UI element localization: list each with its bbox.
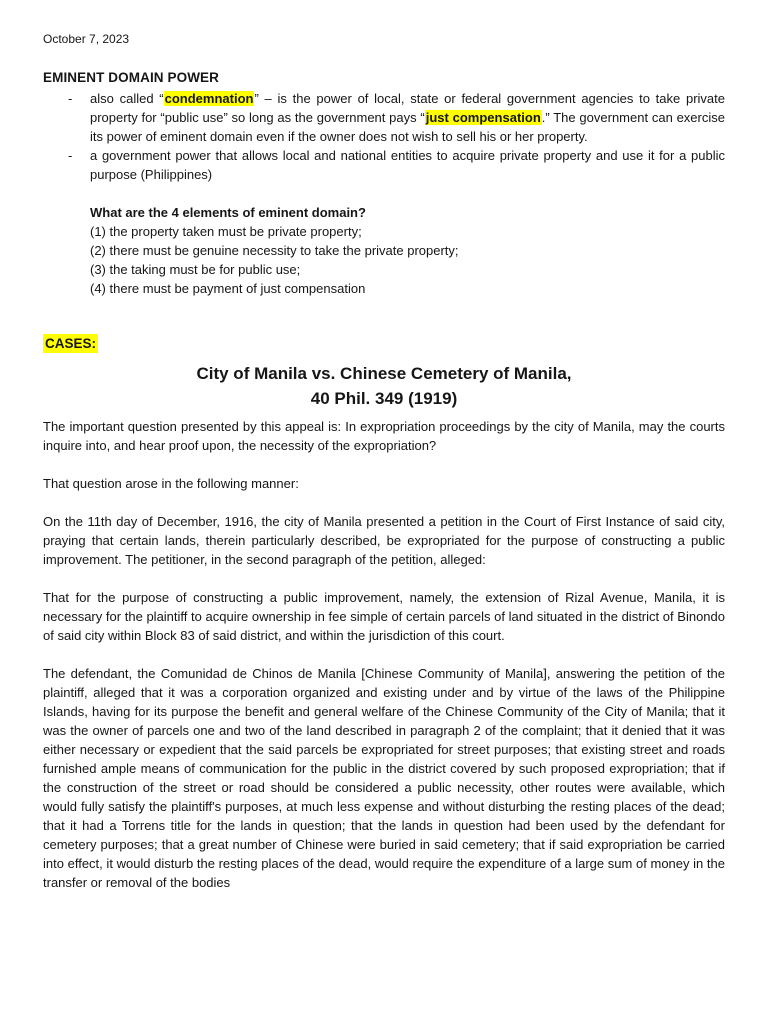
paragraph: That for the purpose of constructing a public improvement, namely, the extension of Rizal Avenue, Manila, it is necessary for the plaintiff to acquire ownership in fee simple of certain parcels of land situated in the district of Binondo of said city within Block 83 of said district, and within the jurisdiction of this court. — [43, 590, 725, 643]
bullet-text — [90, 146, 725, 184]
bullet-segment: also called “ — [90, 91, 164, 106]
elements-question: What are the 4 elements of eminent domain? — [90, 205, 366, 220]
case-citation: 40 Phil. 349 (1919) — [310, 389, 458, 408]
element-item: (1) the property taken must be private property; — [90, 224, 362, 239]
bullet-item — [68, 146, 725, 184]
paragraph: The defendant, the Comunidad de Chinos de Manila [Chinese Community of Manila], answering the petition of the plaintiff, alleged that it was a corporation organized and existing under and by virtue of the laws of the Philippine Islands, having for its purpose the benefit and general welfare of the Chinese Community of the City of Manila; that it was the owner of parcels one and two of the land described in paragraph 2 of the complaint; that it denied that it was either necessary or expedient that the said parcels be expropriated for street purposes; that existing street and roads furnished ample means of communication for the public in the district covered by such proposed expropriation; that if the construction of the street or road should be considered a public necessity, other routes were available, which would fully satisfy the plaintiff's purposes, at much less expense and without disturbing the resting places of the dead; that it had a Torrens title for the lands in question; that the lands in question had been used by the defendant for cemetery purposes; that a great number of Chinese were buried in said cemetery; that if said expropriation be carried into effect, it would disturb the resting places of the dead, would require the expenditure of a large sum of money in the transfer or removal of the bodies — [43, 666, 725, 890]
paragraph: The important question presented by this appeal is: In expropriation proceedings by the city of Manila, may the courts inquire into, and hear proof upon, the necessity of the expropriation? — [43, 419, 725, 453]
cases-label: CASES: — [45, 336, 97, 351]
case-title-block — [43, 361, 725, 411]
element-item: (2) there must be genuine necessity to take the private property; — [90, 243, 459, 258]
case-title: City of Manila vs. Chinese Cemetery of Manila, — [196, 364, 572, 383]
section-heading: EMINENT DOMAIN POWER — [43, 70, 219, 85]
paragraph: On the 11th day of December, 1916, the city of Manila presented a petition in the Court of First Instance of said city, praying that certain lands, therein particularly described, be expropriated for the purpose of constructing a public improvement. The petitioner, in the second paragraph of the petition, alleged: — [43, 514, 725, 567]
bullet-list — [43, 89, 725, 184]
bullet-segment: .” The government can exercise its power of eminent domain even if the owner does not wish to sell his or her property. — [90, 110, 725, 144]
bullet-segment: a government power that allows local and national entities to acquire private property and use it for a public purpose (Philippines) — [90, 148, 725, 182]
element-item: (4) there must be payment of just compensation — [90, 281, 366, 296]
bullet-segment: ” – is the power of local, state or federal government agencies to take private property for “public use” so long as the government pays “ — [90, 91, 725, 125]
highlight-just-compensation: just compensation — [425, 110, 541, 125]
bullet-marker: - — [68, 148, 73, 163]
bullet-item — [68, 89, 725, 146]
case-body — [43, 417, 725, 892]
elements-block — [90, 203, 725, 298]
bullet-text — [90, 89, 725, 146]
element-item: (3) the taking must be for public use; — [90, 262, 301, 277]
cases-section — [43, 334, 725, 353]
highlight-condemnation: condemnation — [164, 91, 254, 106]
paragraph: That question arose in the following manner: — [43, 476, 299, 491]
document-date: October 7, 2023 — [43, 32, 130, 46]
bullet-marker: - — [68, 91, 73, 106]
